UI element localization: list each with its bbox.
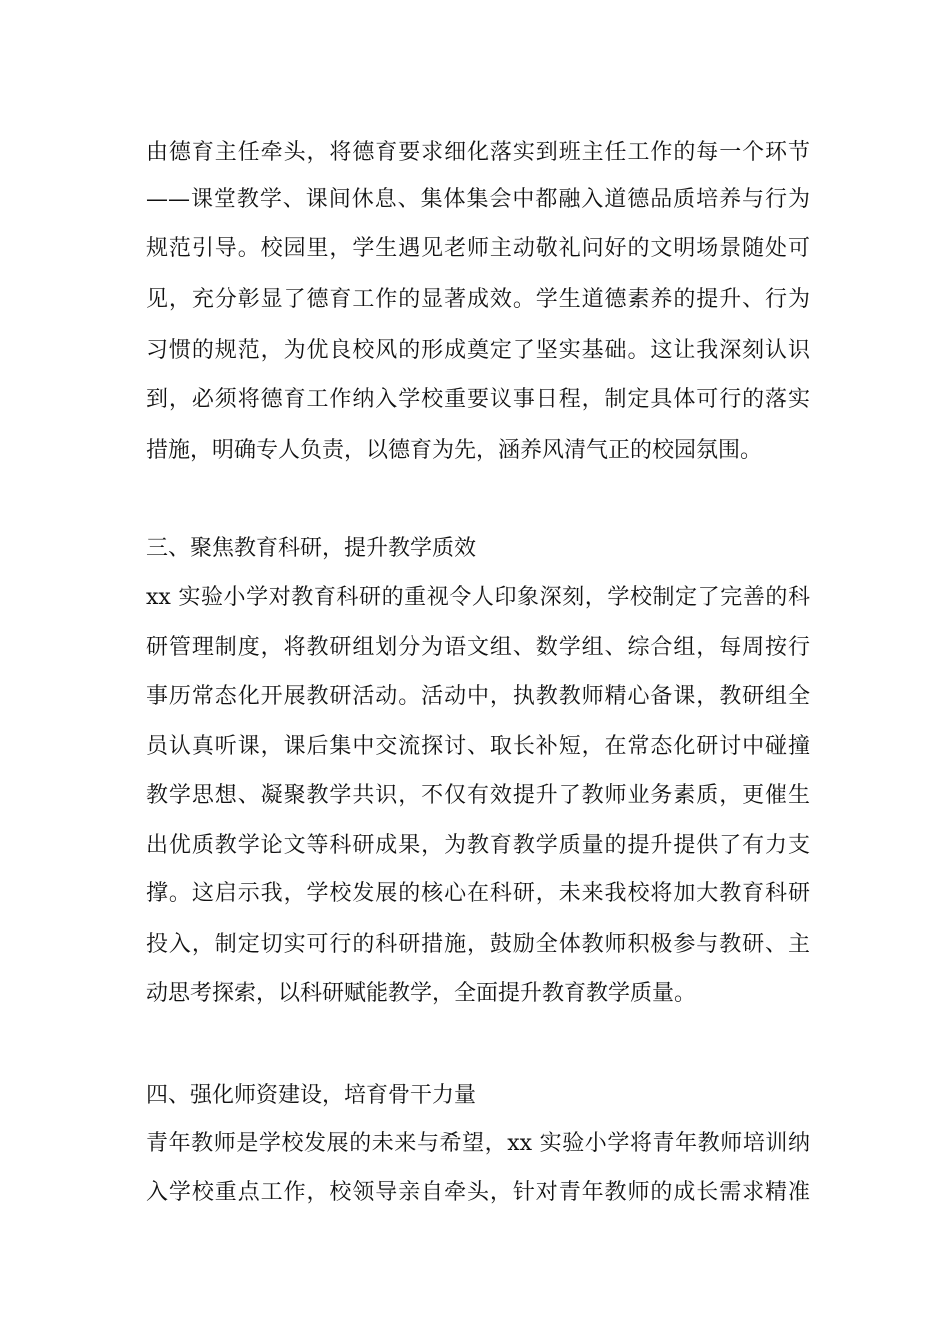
paragraph-line: 动思考探索，以科研赋能教学，全面提升教育教学质量。 (146, 981, 697, 1006)
paragraph-line: 撑。这启示我，学校发展的核心在科研，未来我校将加大教育科研 (146, 881, 810, 906)
paragraph-line: 教学思想、凝聚教学共识，不仅有效提升了教师业务素质，更催生 (146, 783, 810, 808)
paragraph-line: 员认真听课，课后集中交流探讨、取长补短，在常态化研讨中碰撞 (146, 734, 810, 759)
paragraph-line: 出优质教学论文等科研成果，为教育教学质量的提升提供了有力支 (146, 833, 810, 858)
paragraph-line: 投入，制定切实可行的科研措施，鼓励全体教师积极参与教研、主 (146, 932, 810, 957)
paragraph-line: 事历常态化开展教研活动。活动中，执教教师精心备课，教研组全 (146, 684, 810, 709)
paragraph-line: xx 实验小学对教育科研的重视令人印象深刻，学校制定了完善的科 (146, 585, 810, 610)
paragraph-line: 由德育主任牵头，将德育要求细化落实到班主任工作的每一个环节 (146, 140, 810, 165)
paragraph-line: 青年教师是学校发展的未来与希望，xx 实验小学将青年教师培训纳 (146, 1131, 810, 1156)
section-heading: 三、聚焦教育科研，提升教学质效 (146, 536, 477, 561)
paragraph-line: 研管理制度，将教研组划分为语文组、数学组、综合组，每周按行 (146, 635, 810, 660)
paragraph-line: 习惯的规范，为优良校风的形成奠定了坚实基础。这让我深刻认识 (146, 338, 810, 363)
paragraph-line: 措施，明确专人负责，以德育为先，涵养风清气正的校园氛围。 (146, 438, 763, 463)
paragraph-line: 入学校重点工作，校领导亲自牵头，针对青年教师的成长需求精准 (146, 1180, 810, 1205)
paragraph-line: 到，必须将德育工作纳入学校重要议事日程，制定具体可行的落实 (146, 387, 810, 412)
paragraph-line: 见，充分彰显了德育工作的显著成效。学生道德素养的提升、行为 (146, 287, 810, 312)
paragraph-line: ——课堂教学、课间休息、集体集会中都融入道德品质培养与行为 (146, 187, 810, 212)
section-heading: 四、强化师资建设，培育骨干力量 (146, 1083, 477, 1108)
paragraph-line: 规范引导。校园里，学生遇见老师主动敬礼问好的文明场景随处可 (146, 236, 810, 261)
